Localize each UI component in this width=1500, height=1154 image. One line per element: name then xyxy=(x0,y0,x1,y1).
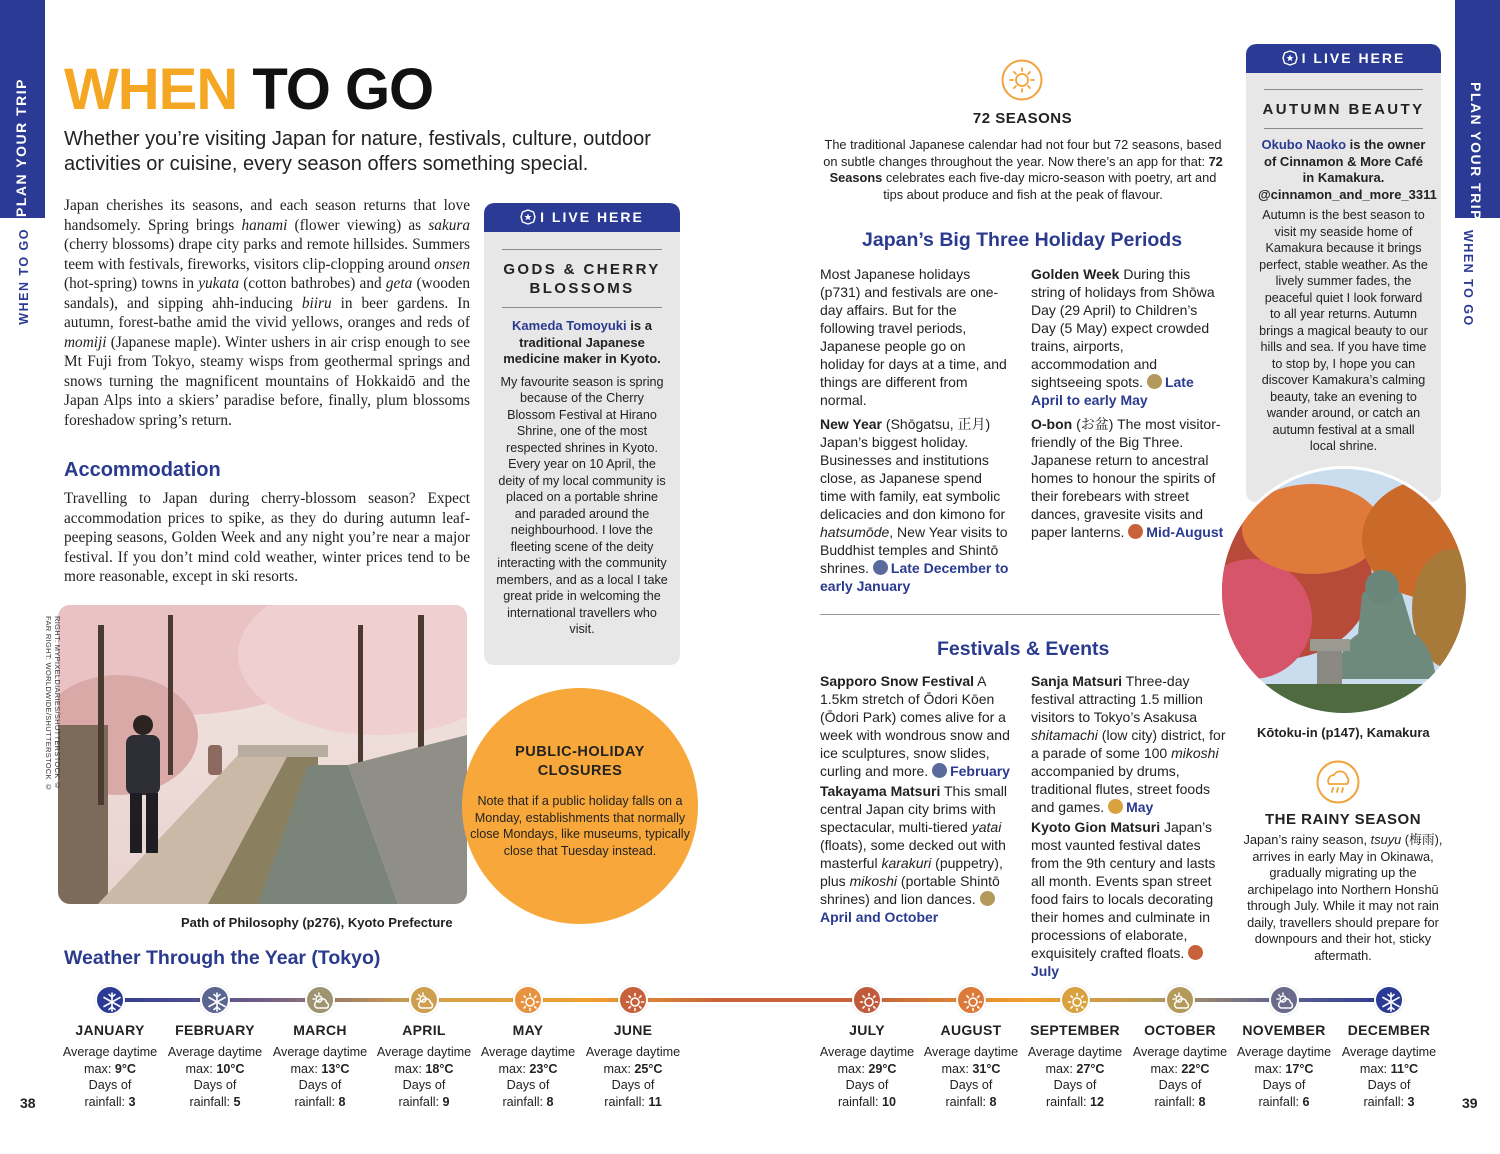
entry-italic: karakuri xyxy=(881,855,932,871)
entry-italic: mikoshi xyxy=(1171,745,1219,761)
rain-days: 11 xyxy=(648,1094,662,1109)
festivals-col-right xyxy=(1031,672,1227,986)
entry-text: , New Year visits to Buddhist temples and Shintō shrines. xyxy=(820,524,1008,576)
entry-text: accompanied by drums, traditional flutes, street foods and games. xyxy=(1031,763,1210,815)
rain-days: 8 xyxy=(546,1094,554,1109)
rainy-text-b: (梅雨), arrives in early May in Okinawa, gradually migrating up the archipelago into Northern Honshū through July. While it may not rain daily, travellers should prepare for downpours and their hot, sticky aftermath. xyxy=(1247,832,1443,963)
festivals-col-left xyxy=(820,672,1016,932)
seasons-text-b: celebrates each five-day micro-season with poetry, art and tips about produce and fish at the peak of flavour. xyxy=(882,170,1217,202)
snowflake-icon xyxy=(932,763,947,778)
rain-days: 10 xyxy=(882,1094,897,1109)
callout-text: Note that if a public holiday falls on a Monday, establishments that normally close Mondays, like museums, typically close that Tuesday instead. xyxy=(470,794,690,858)
month-november xyxy=(1234,985,1334,1110)
person-role: is a traditional Japanese medicine maker in Kyoto. xyxy=(503,318,661,366)
entry-italic: hatsumōde xyxy=(820,524,890,540)
entry-text: (Shōgatsu, 正月) Japan’s biggest holiday. Businesses and institutions close, as Japanese spend time with family, eat symbolic delicacies and don kimono for xyxy=(820,416,1006,522)
temp-label: Average daytime xyxy=(480,1045,576,1059)
sun-icon xyxy=(1108,799,1123,814)
rainy-season-title: THE RAINY SEASON xyxy=(1264,811,1422,828)
left-tab-label: PLAN YOUR TRIP xyxy=(13,78,29,217)
month-stats xyxy=(817,1044,917,1110)
rain-cloud-icon xyxy=(1316,760,1360,804)
rain-label: rainfall: xyxy=(398,1094,443,1109)
sun-icon xyxy=(1128,524,1143,539)
temp-label: Average daytime xyxy=(1341,1045,1437,1059)
max-label: max: xyxy=(1045,1061,1077,1076)
month-stats xyxy=(478,1044,578,1110)
entry-when: February xyxy=(950,763,1010,779)
main-body-text: Japan cherishes its seasons, and each season returns that love handsomely. Spring brings hanami (flower viewing) as sakura (cherry blossoms) drape city parks and remote hillsides. Summers teem with festivals, fireworks, visitors clip-clopping around onsen (hot-spring) towns in yukata (cotton bathrobes) and geta (wooden sandals), and sipping ahh-inducing biiru in beer gardens. In autumn, forest-bathe amid the vivid yellows, oranges and reds of momiji (Japanese maple). Winter ushers in air crisp enough to see Mt Fuji from Tokyo, steamy wisps from geothermal springs and snows turning the magnificent mountains of Hokkaidō and the Japan Alps into a skiers’ paradise before, finally, plum blossoms foreshadow spring’s return. xyxy=(64,197,470,429)
photo-caption: Path of Philosophy (p276), Kyoto Prefecture xyxy=(181,915,453,930)
max-label: max: xyxy=(941,1061,973,1076)
entry-name: Kyoto Gion Matsuri xyxy=(1031,819,1161,835)
entry-italic: yatai xyxy=(971,819,1002,835)
star-badge-icon xyxy=(1282,47,1298,63)
cloud-sun-icon xyxy=(305,985,335,1015)
golden-week-entry xyxy=(1031,265,1226,409)
weather-heading: Weather Through the Year (Tokyo) xyxy=(64,947,381,969)
live-here-label: I LIVE HERE xyxy=(1301,50,1406,66)
rain-days: 9 xyxy=(442,1094,450,1109)
max-temp: 10°C xyxy=(216,1061,245,1076)
snowflake-icon xyxy=(873,560,888,575)
rain-label: rainfall: xyxy=(945,1094,990,1109)
live-here-box-kamakura xyxy=(1246,44,1441,502)
rain-label: rainfall: xyxy=(1363,1094,1408,1109)
entry-when: July xyxy=(1031,963,1060,979)
entry-italic: shitamachi xyxy=(1031,727,1098,743)
max-label: max: xyxy=(837,1061,869,1076)
month-name: JULY xyxy=(849,1022,885,1038)
rain-days: 8 xyxy=(338,1094,346,1109)
temp-label: Average daytime xyxy=(1132,1045,1228,1059)
sun-icon xyxy=(618,985,648,1015)
holiday-periods-heading: Japan’s Big Three Holiday Periods xyxy=(862,229,1183,251)
month-name: APRIL xyxy=(402,1022,446,1038)
max-temp: 13°C xyxy=(321,1061,350,1076)
entry-text: (low city) district, for a parade of some 100 xyxy=(1031,727,1226,761)
month-february xyxy=(165,985,265,1110)
days-label: Days of xyxy=(506,1078,550,1092)
month-stats xyxy=(921,1044,1021,1110)
left-section-tab xyxy=(0,0,45,218)
month-stats xyxy=(1130,1044,1230,1110)
holiday-col-left xyxy=(820,265,1012,601)
rain-label: rainfall: xyxy=(1154,1094,1199,1109)
live-here-header xyxy=(1246,44,1441,73)
obon-entry xyxy=(1031,415,1226,541)
cloud-sun-icon xyxy=(980,891,995,906)
max-label: max: xyxy=(394,1061,426,1076)
month-name: AUGUST xyxy=(940,1022,1002,1038)
seasons-text-a: The traditional Japanese calendar had not four but 72 seasons, based on subtle changes throughout the year. Now there’s an app for that: xyxy=(823,137,1222,169)
max-temp: 29°C xyxy=(868,1061,897,1076)
accommodation-heading: Accommodation xyxy=(64,459,221,481)
live-here-title: AUTUMN BEAUTY xyxy=(1262,101,1425,118)
divider xyxy=(1264,89,1423,90)
max-label: max: xyxy=(603,1061,635,1076)
max-label: max: xyxy=(84,1061,115,1076)
live-here-quote: My favourite season is spring because of the Cherry Blossom Festival at Hirano Shrine, one of the most respected shrines in Kyoto. Every year on 10 April, the deity of my local community is placed on a portable shrine and paraded around the neighbourhood. I love the fleeting scene of the deity interacting with the community members, and as a local I take great pride in welcoming the international travellers who visit. xyxy=(496,374,668,636)
divider xyxy=(1264,128,1423,129)
rain-label: rainfall: xyxy=(502,1094,547,1109)
days-label: Days of xyxy=(1262,1078,1306,1092)
gion-entry xyxy=(1031,818,1227,980)
star-badge-icon xyxy=(520,206,536,222)
snowflake-icon xyxy=(95,985,125,1015)
seasons-title: 72 SEASONS xyxy=(972,110,1073,127)
title-highlight: WHEN xyxy=(64,57,238,122)
month-april xyxy=(374,985,474,1110)
page-number-right: 39 xyxy=(1462,1095,1478,1111)
max-label: max: xyxy=(1254,1061,1286,1076)
max-temp: 22°C xyxy=(1181,1061,1210,1076)
person-role: is the owner of Cinnamon & More Café in Kamakura. @cinnamon_and_more_3311 xyxy=(1258,137,1437,202)
entry-text: A 1.5km stretch of Ōdori Kōen (Ōdori Park) comes alive for a week with wondrous snow and ice sculptures, snow slides, curling and more. xyxy=(820,673,1010,779)
intro-text: Whether you’re visiting Japan for nature, festivals, culture, outdoor activities or cuisine, every season offers something special. xyxy=(64,128,651,175)
rain-label: rainfall: xyxy=(84,1094,129,1109)
entry-text: Japan’s most vaunted festival dates from the 9th century and lasts all month. Events span street food fairs to locals decorating their homes and culminate in processions of elaborate, exquisitely crafted floats. xyxy=(1031,819,1216,961)
page-title xyxy=(64,58,433,122)
month-name: FEBRUARY xyxy=(175,1022,255,1038)
entry-text: (puppetry), plus xyxy=(820,855,1003,889)
kotoku-in-photo xyxy=(1219,466,1469,716)
photo-credit: RIGHT: MYPIXELDIARIES/SHUTTERSTOCK © FAR RIGHT: WORLDWIDE/SHUTTERSTOCK © xyxy=(44,616,62,792)
month-stats xyxy=(374,1044,474,1110)
right-tab-label: PLAN YOUR TRIP xyxy=(1468,82,1484,221)
month-stats xyxy=(60,1044,160,1110)
max-temp: 25°C xyxy=(634,1061,663,1076)
rain-days: 5 xyxy=(233,1094,241,1109)
cloud-sun-icon xyxy=(1165,985,1195,1015)
max-temp: 9°C xyxy=(114,1061,136,1076)
rain-label: rainfall: xyxy=(837,1094,883,1109)
live-here-quote: Autumn is the best season to visit my seaside home of Kamakura because it brings perfect, stable weather. As the lively summer fades, the peaceful quiet I look forward to all year returns. Autumn brings a magical beauty to our hills and sea. If you have time to stop by, I hope you can discover Kamakura’s calming beauty, take an evening to wander around, or catch an autumn festival at a small local shrine. xyxy=(1259,208,1428,453)
entry-text: Three-day festival attracting 1.5 million visitors to Tokyo’s Asakusa xyxy=(1031,673,1203,725)
sun-icon xyxy=(1188,945,1203,960)
temp-label: Average daytime xyxy=(819,1045,915,1059)
entry-name: Sapporo Snow Festival xyxy=(820,673,975,689)
snowflake-icon xyxy=(1374,985,1404,1015)
rain-label: rainfall: xyxy=(604,1094,649,1109)
live-here-intro xyxy=(496,318,668,368)
cloud-sun-icon xyxy=(1269,985,1299,1015)
temp-label: Average daytime xyxy=(167,1045,263,1059)
seasons-app-name: 72 Seasons xyxy=(829,153,1223,185)
days-label: Days of xyxy=(193,1078,237,1092)
sun-icon xyxy=(513,985,543,1015)
max-temp: 11°C xyxy=(1390,1061,1419,1076)
rain-label: rainfall: xyxy=(1258,1094,1303,1109)
entry-text: During this string of holidays from Shōwa Day (29 April) to Children’s Day (5 May) expect crowded trains, airports, accommodation and sightseeing spots. xyxy=(1031,266,1215,390)
entry-italic: mikoshi xyxy=(849,873,898,889)
entry-when: Late April to early May xyxy=(1031,374,1194,408)
live-here-box-kyoto xyxy=(484,203,680,665)
month-september xyxy=(1025,985,1125,1110)
month-may xyxy=(478,985,578,1110)
temp-label: Average daytime xyxy=(272,1045,368,1059)
month-december xyxy=(1339,985,1439,1110)
temp-label: Average daytime xyxy=(376,1045,472,1059)
live-here-label: I LIVE HERE xyxy=(540,209,644,225)
month-stats xyxy=(165,1044,265,1110)
entry-text: (portable Shintō shrines) and lion dances. xyxy=(820,873,1000,907)
month-august xyxy=(921,985,1021,1110)
days-label: Days of xyxy=(845,1078,889,1092)
rain-label: rainfall: xyxy=(294,1094,339,1109)
entry-when: Mid-August xyxy=(1146,524,1224,540)
rain-days: 3 xyxy=(128,1094,136,1109)
sun-icon xyxy=(1060,985,1090,1015)
days-label: Days of xyxy=(298,1078,342,1092)
holiday-col-right xyxy=(1031,265,1226,547)
path-of-philosophy-photo xyxy=(58,605,467,904)
rain-days: 3 xyxy=(1407,1094,1415,1109)
max-temp: 27°C xyxy=(1076,1061,1105,1076)
entry-name: New Year xyxy=(820,416,883,432)
snowflake-icon xyxy=(200,985,230,1015)
accommodation-text: Travelling to Japan during cherry-blossom season? Expect accommodation prices to spike, as they do during autumn leaf-peeping seasons, Golden Week and any night you’re near a major festival. If you don’t mind cold weather, winter prices tend to be more reasonable, except in ski resorts. xyxy=(64,490,470,585)
rain-label: rainfall: xyxy=(1045,1094,1091,1109)
max-label: max: xyxy=(290,1061,322,1076)
rain-days: 8 xyxy=(1198,1094,1206,1109)
title-rest: TO GO xyxy=(252,57,434,122)
entry-when: May xyxy=(1126,799,1154,815)
festivals-heading: Festivals & Events xyxy=(937,638,1110,660)
entry-name: Golden Week xyxy=(1031,266,1120,282)
temp-label: Average daytime xyxy=(62,1045,158,1059)
month-name: JUNE xyxy=(613,1022,653,1038)
month-march xyxy=(270,985,370,1110)
max-label: max: xyxy=(1150,1061,1182,1076)
month-name: DECEMBER xyxy=(1347,1022,1431,1038)
month-stats xyxy=(1234,1044,1334,1110)
cloud-sun-icon xyxy=(409,985,439,1015)
left-tab-sublabel: WHEN TO GO xyxy=(17,228,31,325)
month-stats xyxy=(270,1044,370,1110)
entry-name: O-bon xyxy=(1031,416,1073,432)
photo-caption: Kōtoku-in (p147), Kamakura xyxy=(1257,725,1430,740)
sapporo-entry xyxy=(820,672,1016,780)
seasons-text xyxy=(818,137,1228,203)
days-label: Days of xyxy=(1053,1078,1097,1092)
entry-name: Sanja Matsuri xyxy=(1031,673,1123,689)
month-july xyxy=(817,985,917,1110)
days-label: Days of xyxy=(949,1078,993,1092)
sun-icon xyxy=(956,985,986,1015)
new-year-entry xyxy=(820,415,1012,595)
month-name: MAY xyxy=(512,1022,544,1038)
entry-name: Takayama Matsuri xyxy=(820,783,941,799)
month-january xyxy=(60,985,160,1110)
max-temp: 23°C xyxy=(529,1061,558,1076)
divider xyxy=(502,249,662,250)
month-stats xyxy=(1339,1044,1439,1110)
rainy-text-a: Japan’s rainy season, xyxy=(1243,832,1371,847)
max-label: max: xyxy=(498,1061,530,1076)
temp-label: Average daytime xyxy=(1027,1045,1123,1059)
temp-label: Average daytime xyxy=(923,1045,1019,1059)
right-tab-sublabel: WHEN TO GO xyxy=(1461,230,1475,327)
sun-icon xyxy=(1001,59,1043,101)
callout-title: PUBLIC-HOLIDAY CLOSURES xyxy=(515,744,645,779)
month-stats xyxy=(1025,1044,1125,1110)
sanja-entry xyxy=(1031,672,1227,816)
cloud-sun-icon xyxy=(1147,374,1162,389)
divider xyxy=(502,307,662,308)
takayama-entry xyxy=(820,782,1016,926)
month-june xyxy=(583,985,683,1110)
days-label: Days of xyxy=(1367,1078,1411,1092)
rainy-italic: tsuyu xyxy=(1370,832,1402,847)
sun-icon xyxy=(852,985,882,1015)
person-name: Okubo Naoko xyxy=(1261,137,1347,152)
month-name: NOVEMBER xyxy=(1242,1022,1326,1038)
days-label: Days of xyxy=(611,1078,655,1092)
live-here-header xyxy=(484,203,680,232)
right-section-tab xyxy=(1455,0,1500,221)
max-label: max: xyxy=(185,1061,217,1076)
days-label: Days of xyxy=(402,1078,446,1092)
rain-days: 12 xyxy=(1090,1094,1105,1109)
entry-text: This small central Japan city brims with spectacular, multi-tiered xyxy=(820,783,1008,835)
entry-text: (floats), some decked out with masterful xyxy=(820,837,1006,871)
max-temp: 18°C xyxy=(425,1061,454,1076)
month-name: OCTOBER xyxy=(1144,1022,1216,1038)
divider xyxy=(820,614,1220,615)
max-temp: 31°C xyxy=(972,1061,1001,1076)
month-stats xyxy=(583,1044,683,1110)
live-here-intro xyxy=(1258,137,1437,203)
rain-days: 6 xyxy=(1302,1094,1310,1109)
days-label: Days of xyxy=(1158,1078,1202,1092)
rain-label: rainfall: xyxy=(189,1094,234,1109)
holiday-closures-callout xyxy=(462,688,698,924)
month-name: JANUARY xyxy=(75,1022,145,1038)
rain-days: 8 xyxy=(989,1094,997,1109)
page-number-left: 38 xyxy=(20,1095,36,1111)
rainy-season-text xyxy=(1240,832,1446,964)
entry-when: Late December to early January xyxy=(820,560,1009,594)
max-label: max: xyxy=(1359,1061,1391,1076)
temp-label: Average daytime xyxy=(1236,1045,1332,1059)
live-here-title: GODS & CHERRY BLOSSOMS xyxy=(503,261,661,297)
entry-text: (お盆) The most visitor-friendly of the Big Three. Japanese return to ancestral homes to honour the spirits of their forebears with street dances, gravesite visits and paper lanterns. xyxy=(1031,416,1221,540)
days-label: Days of xyxy=(88,1078,132,1092)
month-october xyxy=(1130,985,1230,1110)
entry-when: April and October xyxy=(820,909,939,925)
month-name: MARCH xyxy=(293,1022,347,1038)
person-name: Kameda Tomoyuki xyxy=(512,318,627,333)
temp-label: Average daytime xyxy=(585,1045,681,1059)
max-temp: 17°C xyxy=(1285,1061,1314,1076)
holiday-intro: Most Japanese holidays (p731) and festivals are one-day affairs. But for the following travel periods, Japanese people go on holiday for days at a time, and things are different from normal. xyxy=(820,266,1007,408)
month-name: SEPTEMBER xyxy=(1030,1022,1120,1038)
